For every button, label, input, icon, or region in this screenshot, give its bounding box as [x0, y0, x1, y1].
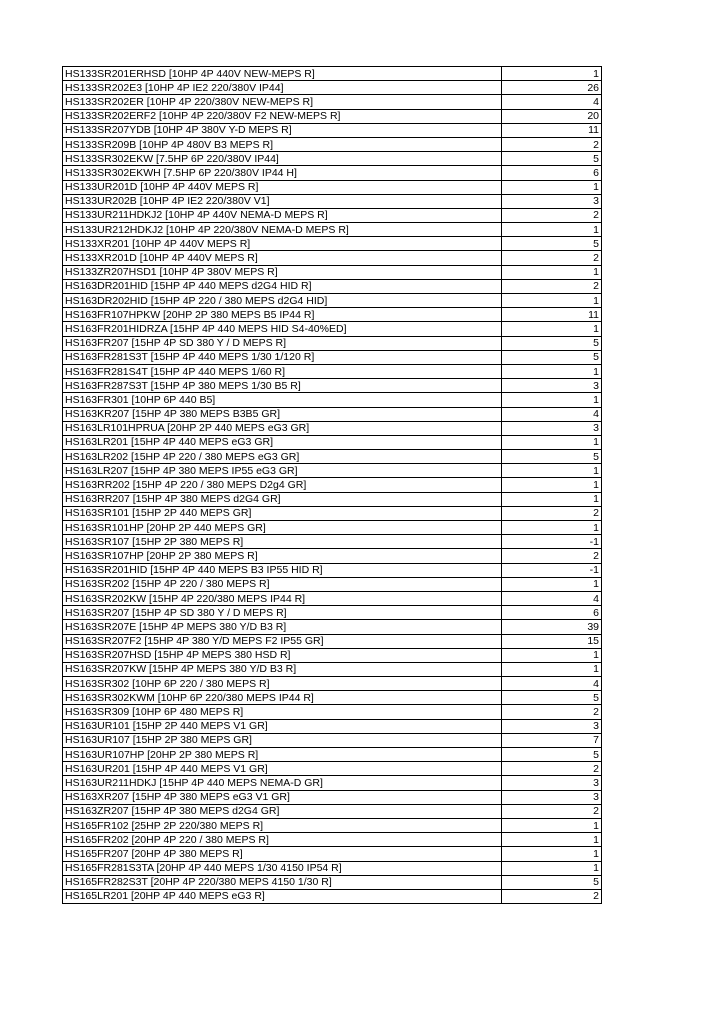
quantity-cell: 2 — [502, 251, 602, 265]
item-description-cell: HS165FR281S3TA [20HP 4P 440 MEPS 1/30 4150 IP54 R] — [63, 861, 502, 875]
item-description-cell: HS163FR207 [15HP 4P SD 380 Y / D MEPS R] — [63, 336, 502, 350]
table-row — [63, 308, 602, 322]
item-description-cell: HS165FR207 [20HP 4P 380 MEPS R] — [63, 847, 502, 861]
table-row — [63, 521, 602, 535]
table-row — [63, 790, 602, 804]
inventory-table — [62, 66, 602, 904]
quantity-cell: 3 — [502, 379, 602, 393]
table-row — [63, 577, 602, 591]
item-description-cell: HS163SR309 [10HP 6P 480 MEPS R] — [63, 705, 502, 719]
item-description-cell: HS163XR207 [15HP 4P 380 MEPS eG3 V1 GR] — [63, 790, 502, 804]
table-row — [63, 748, 602, 762]
quantity-cell: 1 — [502, 861, 602, 875]
item-description-cell: HS163SR201HID [15HP 4P 440 MEPS B3 IP55 HID R] — [63, 563, 502, 577]
quantity-cell: 20 — [502, 109, 602, 123]
item-description-cell: HS163SR101HP [20HP 2P 440 MEPS GR] — [63, 521, 502, 535]
item-description-cell: HS133SR302EKW [7.5HP 6P 220/380V IP44] — [63, 152, 502, 166]
quantity-cell: 1 — [502, 492, 602, 506]
item-description-cell: HS133UR202B [10HP 4P IE2 220/380V V1] — [63, 194, 502, 208]
item-description-cell: HS163KR207 [15HP 4P 380 MEPS B3B5 GR] — [63, 407, 502, 421]
table-row — [63, 719, 602, 733]
table-row — [63, 889, 602, 903]
table-row — [63, 847, 602, 861]
table-row — [63, 691, 602, 705]
table-row — [63, 677, 602, 691]
table-row — [63, 67, 602, 81]
quantity-cell: 2 — [502, 506, 602, 520]
item-description-cell: HS163DR201HID [15HP 4P 440 MEPS d2G4 HID R] — [63, 279, 502, 293]
item-description-cell: HS163UR101 [15HP 2P 440 MEPS V1 GR] — [63, 719, 502, 733]
item-description-cell: HS163LR202 [15HP 4P 220 / 380 MEPS eG3 GR] — [63, 450, 502, 464]
table-row — [63, 223, 602, 237]
item-description-cell: HS163RR202 [15HP 4P 220 / 380 MEPS D2g4 GR] — [63, 478, 502, 492]
table-row — [63, 733, 602, 747]
quantity-cell: 1 — [502, 223, 602, 237]
item-description-cell: HS163LR201 [15HP 4P 440 MEPS eG3 GR] — [63, 435, 502, 449]
quantity-cell: 2 — [502, 889, 602, 903]
item-description-cell: HS133SR201ERHSD [10HP 4P 440V NEW-MEPS R] — [63, 67, 502, 81]
item-description-cell: HS163SR207KW [15HP 4P MEPS 380 Y/D B3 R] — [63, 662, 502, 676]
quantity-cell: 1 — [502, 464, 602, 478]
item-description-cell: HS133XR201 [10HP 4P 440V MEPS R] — [63, 237, 502, 251]
item-description-cell: HS163SR207E [15HP 4P MEPS 380 Y/D B3 R] — [63, 620, 502, 634]
item-description-cell: HS163FR281S3T [15HP 4P 440 MEPS 1/30 1/120 R] — [63, 350, 502, 364]
quantity-cell: 1 — [502, 265, 602, 279]
table-row — [63, 464, 602, 478]
item-description-cell: HS133ZR207HSD1 [10HP 4P 380V MEPS R] — [63, 265, 502, 279]
item-description-cell: HS133SR302EKWH [7.5HP 6P 220/380V IP44 H] — [63, 166, 502, 180]
table-row — [63, 364, 602, 378]
table-row — [63, 875, 602, 889]
table-row — [63, 152, 602, 166]
item-description-cell: HS165LR201 [20HP 4P 440 MEPS eG3 R] — [63, 889, 502, 903]
item-description-cell: HS163UR107 [15HP 2P 380 MEPS GR] — [63, 733, 502, 747]
item-description-cell: HS133SR202ERF2 [10HP 4P 220/380V F2 NEW-MEPS R] — [63, 109, 502, 123]
table-row — [63, 279, 602, 293]
table-row — [63, 379, 602, 393]
quantity-cell: 1 — [502, 577, 602, 591]
item-description-cell: HS163FR201HIDRZA [15HP 4P 440 MEPS HID S4-40%ED] — [63, 322, 502, 336]
item-description-cell: HS133UR212HDKJ2 [10HP 4P 220/380V NEMA-D MEPS R] — [63, 223, 502, 237]
table-row — [63, 421, 602, 435]
quantity-cell: 1 — [502, 322, 602, 336]
item-description-cell: HS163FR287S3T [15HP 4P 380 MEPS 1/30 B5 R] — [63, 379, 502, 393]
quantity-cell: 2 — [502, 762, 602, 776]
item-description-cell: HS163SR107 [15HP 2P 380 MEPS R] — [63, 535, 502, 549]
item-description-cell: HS133SR207YDB [10HP 4P 380V Y-D MEPS R] — [63, 123, 502, 137]
quantity-cell: -1 — [502, 563, 602, 577]
quantity-cell: 1 — [502, 435, 602, 449]
quantity-cell: 7 — [502, 733, 602, 747]
quantity-cell: 3 — [502, 790, 602, 804]
item-description-cell: HS163LR101HPRUA [20HP 2P 440 MEPS eG3 GR] — [63, 421, 502, 435]
item-description-cell: HS165FR282S3T [20HP 4P 220/380 MEPS 4150 1/30 R] — [63, 875, 502, 889]
table-row — [63, 776, 602, 790]
item-description-cell: HS133SR202E3 [10HP 4P IE2 220/380V IP44] — [63, 81, 502, 95]
table-row — [63, 407, 602, 421]
table-row — [63, 350, 602, 364]
table-row — [63, 336, 602, 350]
item-description-cell: HS163SR107HP [20HP 2P 380 MEPS R] — [63, 549, 502, 563]
table-row — [63, 549, 602, 563]
quantity-cell: 1 — [502, 294, 602, 308]
item-description-cell: HS163LR207 [15HP 4P 380 MEPS IP55 eG3 GR] — [63, 464, 502, 478]
item-description-cell: HS133UR201D [10HP 4P 440V MEPS R] — [63, 180, 502, 194]
table-row — [63, 833, 602, 847]
table-row — [63, 237, 602, 251]
quantity-cell: 11 — [502, 123, 602, 137]
quantity-cell: 26 — [502, 81, 602, 95]
table-row — [63, 81, 602, 95]
quantity-cell: 6 — [502, 606, 602, 620]
table-row — [63, 180, 602, 194]
quantity-cell: 1 — [502, 521, 602, 535]
table-row — [63, 393, 602, 407]
table-row — [63, 137, 602, 151]
table-row — [63, 194, 602, 208]
table-row — [63, 762, 602, 776]
quantity-cell: 5 — [502, 691, 602, 705]
item-description-cell: HS163FR281S4T [15HP 4P 440 MEPS 1/60 R] — [63, 364, 502, 378]
table-row — [63, 450, 602, 464]
item-description-cell: HS163SR101 [15HP 2P 440 MEPS GR] — [63, 506, 502, 520]
item-description-cell: HS163SR202 [15HP 4P 220 / 380 MEPS R] — [63, 577, 502, 591]
quantity-cell: 5 — [502, 875, 602, 889]
quantity-cell: 1 — [502, 180, 602, 194]
table-row — [63, 563, 602, 577]
table-row — [63, 705, 602, 719]
quantity-cell: 11 — [502, 308, 602, 322]
table-row — [63, 109, 602, 123]
item-description-cell: HS163SR202KW [15HP 4P 220/380 MEPS IP44 R] — [63, 591, 502, 605]
table-row — [63, 478, 602, 492]
quantity-cell: 15 — [502, 634, 602, 648]
quantity-cell: 5 — [502, 237, 602, 251]
table-row — [63, 123, 602, 137]
table-row — [63, 166, 602, 180]
table-row — [63, 251, 602, 265]
table-row — [63, 861, 602, 875]
quantity-cell: 3 — [502, 194, 602, 208]
item-description-cell: HS163SR302KWM [10HP 6P 220/380 MEPS IP44 R] — [63, 691, 502, 705]
quantity-cell: 3 — [502, 421, 602, 435]
quantity-cell: 5 — [502, 748, 602, 762]
item-description-cell: HS163SR207 [15HP 4P SD 380 Y / D MEPS R] — [63, 606, 502, 620]
quantity-cell: 2 — [502, 549, 602, 563]
quantity-cell: -1 — [502, 535, 602, 549]
quantity-cell: 5 — [502, 336, 602, 350]
item-description-cell: HS163SR207F2 [15HP 4P 380 Y/D MEPS F2 IP55 GR] — [63, 634, 502, 648]
quantity-cell: 2 — [502, 705, 602, 719]
quantity-cell: 2 — [502, 279, 602, 293]
table-row — [63, 648, 602, 662]
quantity-cell: 1 — [502, 833, 602, 847]
quantity-cell: 3 — [502, 776, 602, 790]
item-description-cell: HS133UR211HDKJ2 [10HP 4P 440V NEMA-D MEPS R] — [63, 208, 502, 222]
item-description-cell: HS165FR102 [25HP 2P 220/380 MEPS R] — [63, 818, 502, 832]
table-row — [63, 591, 602, 605]
quantity-cell: 4 — [502, 591, 602, 605]
item-description-cell: HS165FR202 [20HP 4P 220 / 380 MEPS R] — [63, 833, 502, 847]
quantity-cell: 1 — [502, 478, 602, 492]
item-description-cell: HS163UR211HDKJ [15HP 4P 440 MEPS NEMA-D GR] — [63, 776, 502, 790]
table-row — [63, 435, 602, 449]
inventory-table-body — [63, 67, 602, 904]
quantity-cell: 4 — [502, 677, 602, 691]
item-description-cell: HS163FR107HPKW [20HP 2P 380 MEPS B5 IP44 R] — [63, 308, 502, 322]
item-description-cell: HS163SR207HSD [15HP 4P MEPS 380 HSD R] — [63, 648, 502, 662]
quantity-cell: 5 — [502, 350, 602, 364]
quantity-cell: 5 — [502, 152, 602, 166]
quantity-cell: 2 — [502, 208, 602, 222]
quantity-cell: 1 — [502, 393, 602, 407]
quantity-cell: 6 — [502, 166, 602, 180]
table-row — [63, 535, 602, 549]
item-description-cell: HS163SR302 [10HP 6P 220 / 380 MEPS R] — [63, 677, 502, 691]
item-description-cell: HS163UR107HP [20HP 2P 380 MEPS R] — [63, 748, 502, 762]
table-row — [63, 804, 602, 818]
item-description-cell: HS163UR201 [15HP 4P 440 MEPS V1 GR] — [63, 762, 502, 776]
table-row — [63, 606, 602, 620]
table-row — [63, 662, 602, 676]
table-row — [63, 506, 602, 520]
table-row — [63, 634, 602, 648]
quantity-cell: 39 — [502, 620, 602, 634]
table-row — [63, 620, 602, 634]
quantity-cell: 1 — [502, 648, 602, 662]
table-row — [63, 208, 602, 222]
item-description-cell: HS133SR202ER [10HP 4P 220/380V NEW-MEPS R] — [63, 95, 502, 109]
item-description-cell: HS163FR301 [10HP 6P 440 B5] — [63, 393, 502, 407]
table-row — [63, 294, 602, 308]
item-description-cell: HS163ZR207 [15HP 4P 380 MEPS d2G4 GR] — [63, 804, 502, 818]
table-row — [63, 322, 602, 336]
quantity-cell: 1 — [502, 662, 602, 676]
item-description-cell: HS163RR207 [15HP 4P 380 MEPS d2G4 GR] — [63, 492, 502, 506]
item-description-cell: HS163DR202HID [15HP 4P 220 / 380 MEPS d2G4 HID] — [63, 294, 502, 308]
quantity-cell: 1 — [502, 818, 602, 832]
table-row — [63, 492, 602, 506]
table-row — [63, 265, 602, 279]
quantity-cell: 2 — [502, 804, 602, 818]
quantity-cell: 1 — [502, 67, 602, 81]
quantity-cell: 3 — [502, 719, 602, 733]
quantity-cell: 4 — [502, 407, 602, 421]
quantity-cell: 4 — [502, 95, 602, 109]
item-description-cell: HS133XR201D [10HP 4P 440V MEPS R] — [63, 251, 502, 265]
quantity-cell: 1 — [502, 847, 602, 861]
quantity-cell: 2 — [502, 137, 602, 151]
item-description-cell: HS133SR209B [10HP 4P 480V B3 MEPS R] — [63, 137, 502, 151]
quantity-cell: 5 — [502, 450, 602, 464]
table-row — [63, 818, 602, 832]
table-row — [63, 95, 602, 109]
quantity-cell: 1 — [502, 364, 602, 378]
